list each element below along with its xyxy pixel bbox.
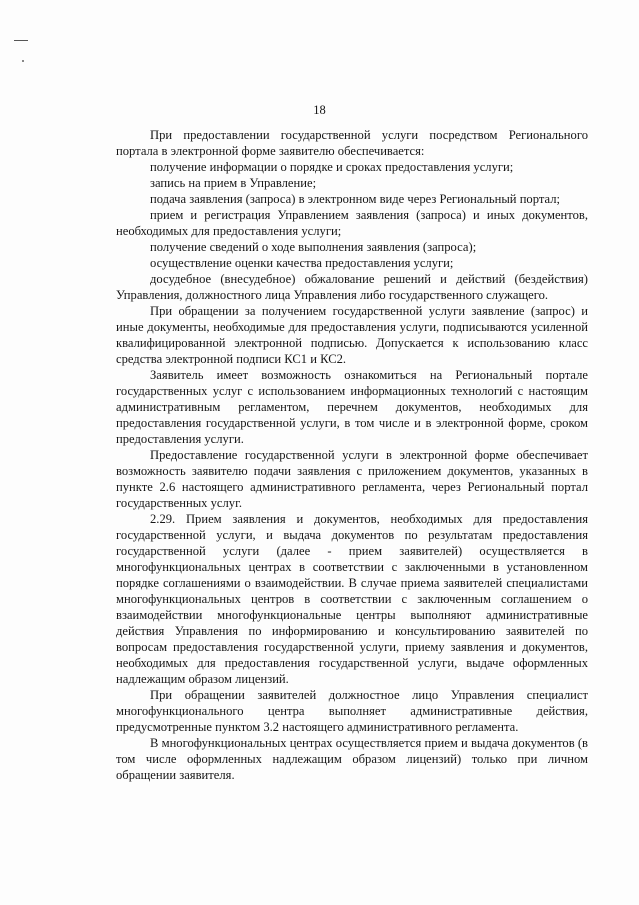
paragraph: досудебное (внесудебное) обжалование решений и действий (бездействия) Управления, должностного лица Управления либо государственного служащего.: [116, 272, 588, 302]
paragraph: получение сведений о ходе выполнения заявления (запроса);: [150, 240, 477, 254]
document-body: [116, 127, 588, 783]
paragraph: 2.29. Прием заявления и документов, необходимых для предоставления государственной услуги, и выдача документов по результатам предоставления государственной услуги (далее - прием заявителей) осуществляется в многофункциональных центрах в соответствии с заключенными в установленном порядке соглашениями о взаимодействии. В случае приема заявителей специалистами многофункциональных центров в соответствии с заключенным соглашением о взаимодействии многофункциональные центры выполняют административные действия Управления по информированию и консультированию заявителей по вопросам предоставления государственной услуги, приему заявления и документов, необходимых для предоставления государственной услуги, выдаче оформленных надлежащим образом лицензий.: [116, 512, 588, 686]
paragraph: осуществление оценки качества предоставления услуги;: [150, 256, 454, 270]
scan-edge-mark: [14, 40, 28, 41]
paragraph: подача заявления (запроса) в электронном виде через Региональный портал;: [150, 192, 561, 206]
paragraph: прием и регистрация Управлением заявления (запроса) и иных документов, необходимых для предоставления услуги;: [116, 208, 588, 238]
scan-edge-dot: [22, 60, 24, 62]
paragraph: При предоставлении государственной услуги посредством Регионального портала в электронной форме заявителю обеспечивается:: [116, 128, 588, 158]
paragraph: Предоставление государственной услуги в электронной форме обеспечивает возможность заявителю подачи заявления с приложением документов, указанных в пункте 2.6 настоящего административного регламента, через Региональный портал государственных услуг.: [116, 448, 588, 510]
paragraph: Заявитель имеет возможность ознакомиться на Региональный портале государственных услуг с использованием информационных технологий с настоящим административным регламентом, перечнем документов, необходимых для предоставления государственной услуги, в том числе и в электронной форме, сроком предоставления услуги.: [116, 368, 588, 446]
page-number: 18: [313, 103, 326, 117]
paragraph: При обращении заявителей должностное лицо Управления специалист многофункционального центра выполняет административные действия, предусмотренные пунктом 3.2 настоящего административного регламента.: [116, 688, 588, 734]
paragraph: При обращении за получением государственной услуги заявление (запрос) и иные документы, необходимые для предоставления услуги, подписываются усиленной квалифицированной электронной подписью. Допускается к использованию класс средства электронной подписи КС1 и КС2.: [116, 304, 588, 366]
paragraph: В многофункциональных центрах осуществляется прием и выдача документов (в том числе оформленных надлежащим образом лицензий) только при личном обращении заявителя.: [116, 736, 588, 782]
paragraph: запись на прием в Управление;: [150, 176, 317, 190]
paragraph: получение информации о порядке и сроках предоставления услуги;: [150, 160, 514, 174]
